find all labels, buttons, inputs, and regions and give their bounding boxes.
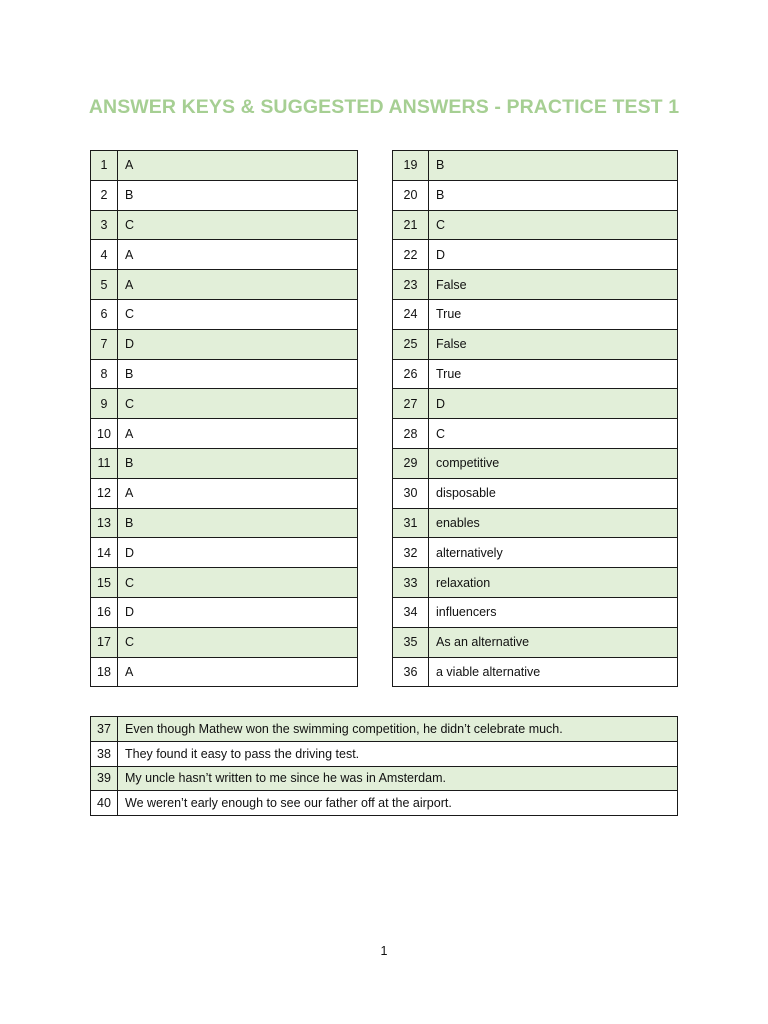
table-row xyxy=(393,270,678,300)
answer-cell: My uncle hasn’t written to me since he was in Amsterdam. xyxy=(118,766,678,791)
table-row xyxy=(91,240,358,270)
question-number: 30 xyxy=(393,478,429,508)
table-row xyxy=(393,657,678,687)
question-number: 1 xyxy=(91,151,118,181)
sentence-answer-table xyxy=(90,716,678,816)
question-number: 7 xyxy=(91,329,118,359)
answer-cell: B xyxy=(118,359,358,389)
table-row xyxy=(91,151,358,181)
answer-cell: B xyxy=(429,151,678,181)
question-number: 35 xyxy=(393,627,429,657)
table-row xyxy=(91,538,358,568)
answer-cell: We weren’t early enough to see our father off at the airport. xyxy=(118,791,678,816)
table-row xyxy=(91,478,358,508)
answer-cell: D xyxy=(118,538,358,568)
answer-cell: As an alternative xyxy=(429,627,678,657)
table-row xyxy=(91,597,358,627)
answer-cell: C xyxy=(429,210,678,240)
answer-cell: A xyxy=(118,657,358,687)
page-number: 1 xyxy=(380,944,388,958)
table-row xyxy=(91,508,358,538)
answer-cell: D xyxy=(118,329,358,359)
question-number: 8 xyxy=(91,359,118,389)
answer-cell: Even though Mathew won the swimming competition, he didn’t celebrate much. xyxy=(118,717,678,742)
table-row xyxy=(91,180,358,210)
question-number: 2 xyxy=(91,180,118,210)
question-number: 5 xyxy=(91,270,118,300)
answer-cell: True xyxy=(429,359,678,389)
question-number: 15 xyxy=(91,568,118,598)
answer-cell: A xyxy=(118,419,358,449)
question-number: 12 xyxy=(91,478,118,508)
answer-cell: True xyxy=(429,299,678,329)
answer-cell: B xyxy=(118,448,358,478)
question-number: 6 xyxy=(91,299,118,329)
table-row xyxy=(393,210,678,240)
question-number: 10 xyxy=(91,419,118,449)
answer-cell: competitive xyxy=(429,448,678,478)
table-row xyxy=(91,791,678,816)
question-number: 36 xyxy=(393,657,429,687)
answer-cell: C xyxy=(118,210,358,240)
table-row xyxy=(393,329,678,359)
question-number: 13 xyxy=(91,508,118,538)
table-row xyxy=(393,299,678,329)
question-number: 29 xyxy=(393,448,429,478)
table-row xyxy=(393,240,678,270)
table-row xyxy=(393,448,678,478)
answer-cell: D xyxy=(429,240,678,270)
question-number: 17 xyxy=(91,627,118,657)
answer-cell: enables xyxy=(429,508,678,538)
answer-cell: A xyxy=(118,240,358,270)
table-row xyxy=(393,151,678,181)
table-row xyxy=(393,419,678,449)
table-row xyxy=(393,478,678,508)
question-number: 23 xyxy=(393,270,429,300)
question-number: 27 xyxy=(393,389,429,419)
question-number: 26 xyxy=(393,359,429,389)
answer-table-left-body xyxy=(91,151,358,687)
answer-cell: relaxation xyxy=(429,568,678,598)
question-number: 28 xyxy=(393,419,429,449)
table-row xyxy=(393,180,678,210)
answer-cell: False xyxy=(429,329,678,359)
question-number: 34 xyxy=(393,597,429,627)
answer-cell: D xyxy=(429,389,678,419)
question-number: 31 xyxy=(393,508,429,538)
answer-cell: A xyxy=(118,270,358,300)
table-row xyxy=(91,448,358,478)
question-number: 21 xyxy=(393,210,429,240)
question-number: 20 xyxy=(393,180,429,210)
answer-cell: C xyxy=(118,299,358,329)
table-row xyxy=(91,717,678,742)
question-number: 25 xyxy=(393,329,429,359)
answer-cell: B xyxy=(118,180,358,210)
answer-cell: D xyxy=(118,597,358,627)
table-row xyxy=(91,741,678,766)
question-number: 38 xyxy=(91,741,118,766)
table-row xyxy=(393,359,678,389)
table-row xyxy=(91,627,358,657)
answer-cell: C xyxy=(118,627,358,657)
question-number: 4 xyxy=(91,240,118,270)
question-number: 22 xyxy=(393,240,429,270)
table-row xyxy=(91,329,358,359)
question-number: 9 xyxy=(91,389,118,419)
answer-cell: B xyxy=(118,508,358,538)
question-number: 37 xyxy=(91,717,118,742)
question-number: 32 xyxy=(393,538,429,568)
question-number: 19 xyxy=(393,151,429,181)
table-row xyxy=(91,657,358,687)
question-number: 18 xyxy=(91,657,118,687)
table-row xyxy=(393,627,678,657)
table-row xyxy=(91,389,358,419)
table-row xyxy=(91,766,678,791)
question-number: 11 xyxy=(91,448,118,478)
table-row xyxy=(393,389,678,419)
answer-table-right xyxy=(392,150,678,687)
table-row xyxy=(393,597,678,627)
table-row xyxy=(91,359,358,389)
table-row xyxy=(393,568,678,598)
answer-table-right-body xyxy=(393,151,678,687)
question-number: 3 xyxy=(91,210,118,240)
answer-cell: A xyxy=(118,151,358,181)
answer-cell: B xyxy=(429,180,678,210)
question-number: 40 xyxy=(91,791,118,816)
sentence-answer-table-body xyxy=(91,717,678,816)
table-row xyxy=(393,508,678,538)
question-number: 39 xyxy=(91,766,118,791)
answer-cell: disposable xyxy=(429,478,678,508)
answer-cell: influencers xyxy=(429,597,678,627)
answer-table-left xyxy=(90,150,358,687)
table-row xyxy=(91,299,358,329)
answer-cell: alternatively xyxy=(429,538,678,568)
answer-cell: C xyxy=(429,419,678,449)
answer-cell: C xyxy=(118,568,358,598)
question-number: 16 xyxy=(91,597,118,627)
table-row xyxy=(91,568,358,598)
table-row xyxy=(91,419,358,449)
question-number: 24 xyxy=(393,299,429,329)
answer-cell: They found it easy to pass the driving test. xyxy=(118,741,678,766)
answer-cell: a viable alternative xyxy=(429,657,678,687)
table-row xyxy=(393,538,678,568)
page-title: ANSWER KEYS & SUGGESTED ANSWERS - PRACTICE TEST 1 xyxy=(88,96,680,118)
table-row xyxy=(91,270,358,300)
question-number: 14 xyxy=(91,538,118,568)
answer-cell: C xyxy=(118,389,358,419)
answer-cell: A xyxy=(118,478,358,508)
table-row xyxy=(91,210,358,240)
answer-cell: False xyxy=(429,270,678,300)
question-number: 33 xyxy=(393,568,429,598)
